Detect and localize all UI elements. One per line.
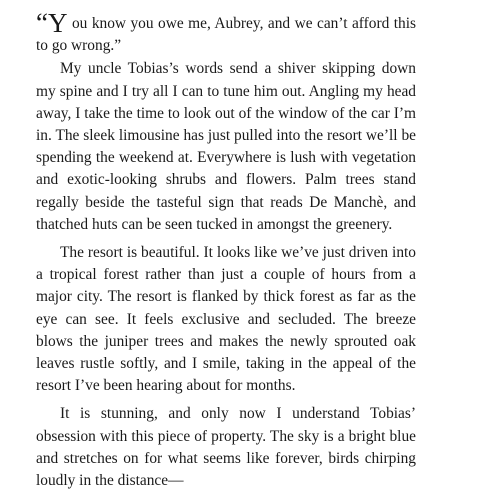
- paragraph-3: It is stunning, and only now I understand Tobias’ obsession with this piece of property. The sky is a bright blue and stretches on for what seems like forever, birds chirping loudly in the distance—: [36, 405, 416, 490]
- paragraph-2: The resort is beautiful. It looks like we’ve just driven into a tropical forest rather than just a couple of hours from a major city. The resort is flanked by thick forest as far as the eye can see. It feels exclusive and secluded. The breeze blows the juniper trees and makes the newly sprouted oak leaves rustle softly, and I smile, taking in the appeal of the resort I’ve been hearing about for months.: [36, 244, 416, 395]
- paragraph-1: My uncle Tobias’s words send a shiver skipping down my spine and I try all I can to tune him out. Angling my head away, I take the time to look out of the window of the car I’m in. The sleek limousine has just pulled into the resort we’ll be spending the weekend at. Everywhere is lush with vegetation and exotic-looking shrubs and flowers. Palm trees stand regally beside the tasteful sign that reads De Manchè, and thatched huts can be seen tucked in amongst the greenery.: [36, 60, 416, 233]
- drop-cap: “Y: [36, 8, 68, 38]
- document-page: [36, 8, 416, 498]
- opening-paragraph: [36, 8, 416, 55]
- opening-text: ou know you owe me, Aubrey, and we can’t afford this to go wrong.”: [36, 15, 416, 55]
